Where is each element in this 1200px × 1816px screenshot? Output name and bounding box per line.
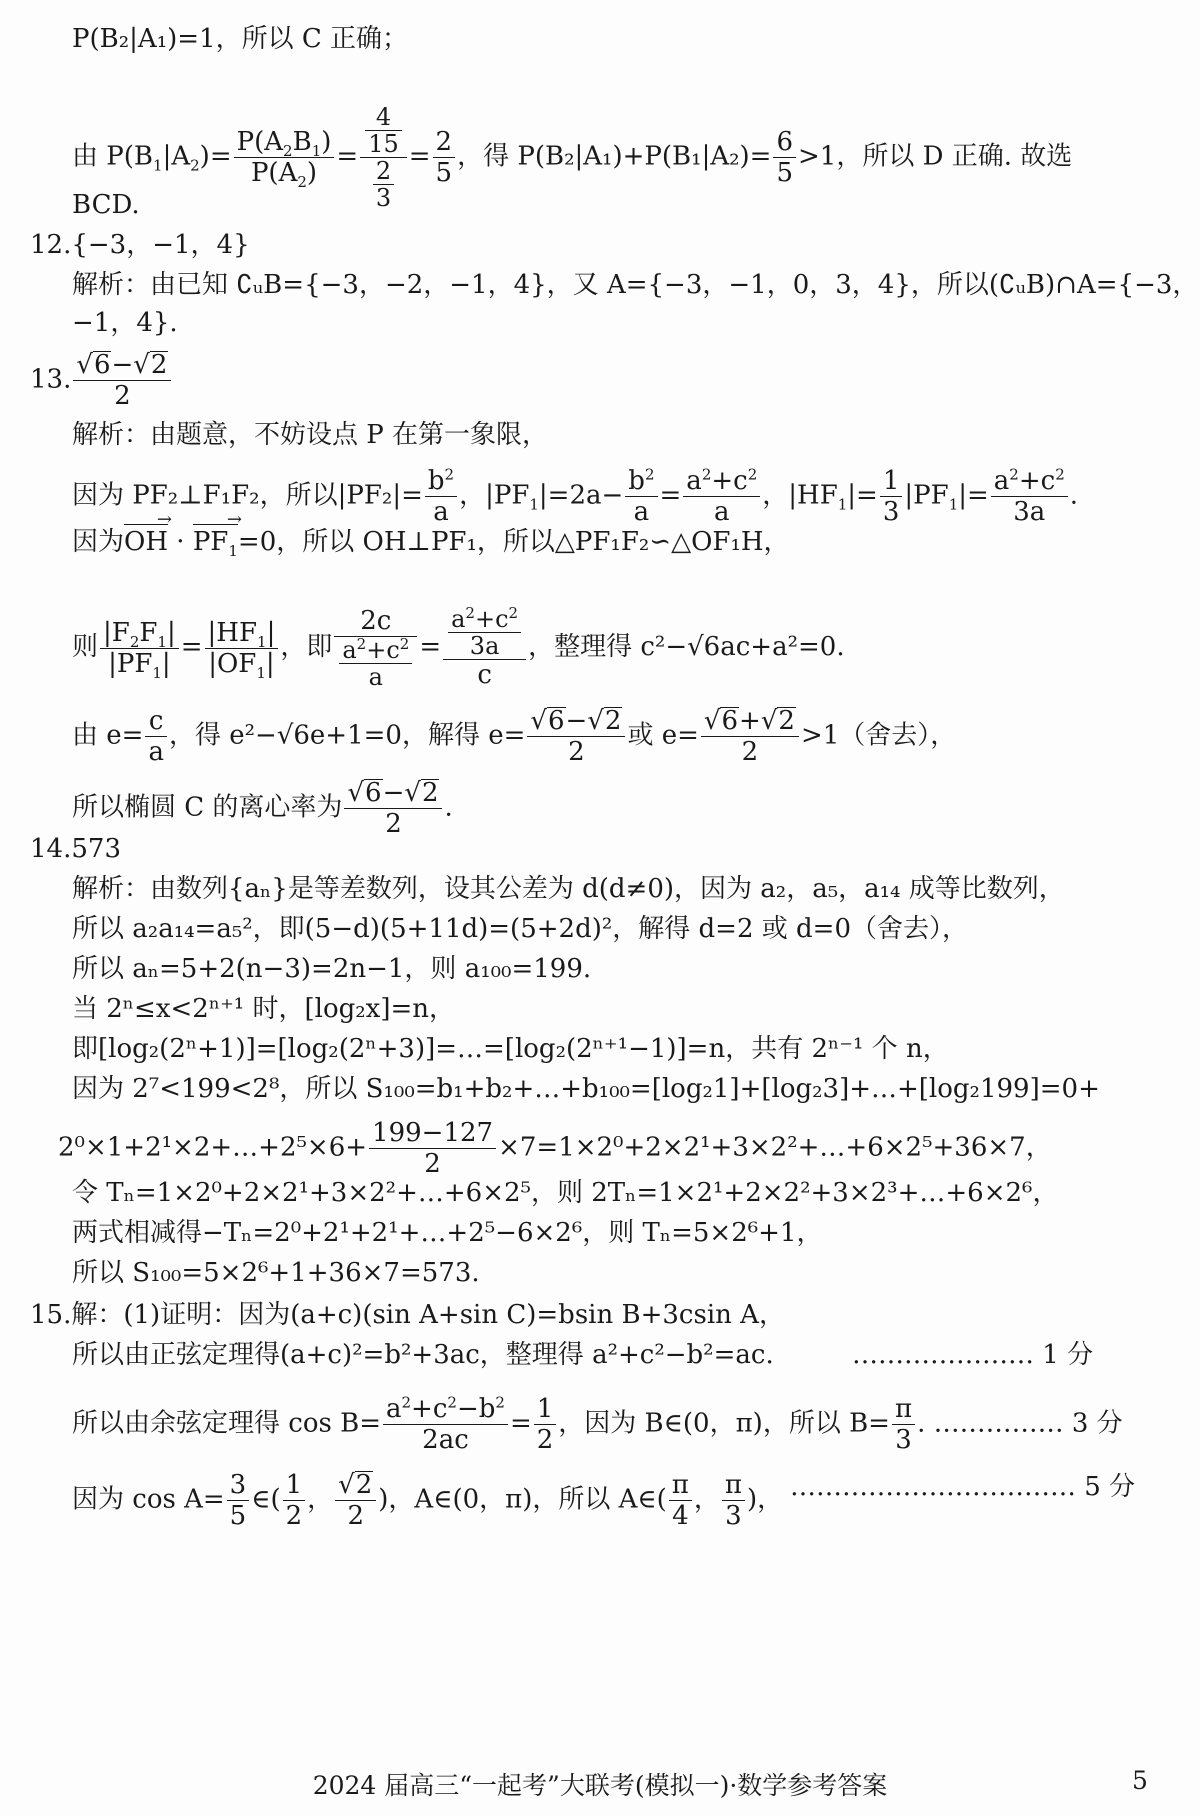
q14-line: 令 Tₙ=1×2⁰+2×2¹+3×2²+…+6×2⁵，则 2Tₙ=1×2¹+2×2²+3×2³+…+6×2⁶， bbox=[72, 1178, 1059, 1208]
q12-analysis: 解析：由已知 ∁ᵤB={−3，−2，−1，4}，又 A={−3，−1，0，3，4}，所以(∁ᵤB)∩A={−3， bbox=[72, 270, 1199, 300]
q14-line: 所以 a₂a₁₄=a₅²，即(5−d)(5+11d)=(5+2d)²，解得 d=2 或 d=0（舍去）， bbox=[72, 914, 969, 944]
q13-line5: 由 e= $\frac{c}{a}$ ，得 e²−√6e+1=0，解得 e= √ $\frac{6-√ 2}{2}$ 或 e= √ $\frac{6+√ 2}{2}$ >1（舍去）， bbox=[72, 706, 956, 767]
q12-analysis-cont: −1，4}. bbox=[72, 308, 178, 338]
q13-answer: 13. √ $\frac{6-√ 2}{2}$ bbox=[30, 350, 173, 411]
q12-answer: 12.{−3，−1，4} bbox=[30, 230, 250, 260]
fraction: $\frac{P(A_2B_1)}{P(A_2)}$ bbox=[234, 127, 335, 188]
q14-line: 当 2ⁿ≤x<2ⁿ⁺¹ 时，[log₂x]=n， bbox=[72, 994, 456, 1024]
q14-line7: 2⁰×1+2¹×2+…+2⁵×6+ $\frac{199-127}{2}$ ×7=1×2⁰+2×2¹+3×2²+…+6×2⁵+36×7， bbox=[58, 1118, 1052, 1179]
q14-line: 所以 aₙ=5+2(n−3)=2n−1，则 a₁₀₀=199. bbox=[72, 954, 592, 984]
score-mark: …………………………… 5 分 bbox=[790, 1472, 1136, 1502]
q14-answer: 14.573 bbox=[30, 834, 121, 864]
q13-analysis: 解析：由题意，不妨设点 P 在第一象限， bbox=[72, 420, 549, 450]
q13-line4: 则 $\frac{|F_2F_1|}{|PF_1|}$ = $\frac{|HF_1|}{|OF_1|}$ ，即 $\frac{2c}{\frac{a^2+c^2}{a}}$ = $\frac{\frac{a^2+c^2}{3a}}{c}$ ，整理得 c²−√6ac+a²=0. bbox=[72, 604, 845, 691]
q15-line4: 因为 cos A= $\frac{3}{5}$ ∈( $\frac{1}{2}$ ， √ $\frac{2}{2}$ )，A∈(0，π)，所以 A∈( $\frac{\pi}{4}$ ， $\frac{\pi}{3}$ )， bbox=[72, 1470, 783, 1531]
q13-line2: 因为 PF₂⊥F₁F₂，所以|PF₂|= $\frac{b^2}{a}$ ，$|PF_1|=2a-$ $\frac{b^2}{a}$ = $\frac{a^2+c^2}{a}$ ，$|HF_1|=$ $\frac{1}{3}$ $|PF_1|=$ $\frac{a^2+c^2}{3a}$ . bbox=[72, 465, 1079, 527]
q15-line3: 所以由余弦定理得 cos B= $\frac{a^2+c^2-b^2}{2ac}$ = $\frac{1}{2}$ ，因为 B∈(0，π)，所以 B= $\frac{\pi}{3}$ . …………… 3 分 bbox=[72, 1393, 1123, 1455]
q15-line1: 15.解：(1)证明：因为(a+c)(sin A+sin C)=bsin B+3csin A， bbox=[30, 1300, 785, 1330]
fraction: $\frac{6}{5}$ bbox=[773, 127, 796, 188]
fraction: $\frac{\frac{4}{15}}{\frac{2}{3}}$ bbox=[360, 104, 407, 211]
q11-answer-bcd: BCD. bbox=[72, 190, 140, 220]
footer-title: 2024 届高三“一起考”大联考(模拟一)·数学参考答案 bbox=[312, 1771, 888, 1800]
q14-line: 因为 2⁷<199<2⁸，所以 S₁₀₀=b₁+b₂+…+b₁₀₀=[log₂1]+[log₂3]+…+[log₂199]=0+ bbox=[72, 1074, 1100, 1104]
score-mark: ………………… 1 分 bbox=[852, 1340, 1094, 1370]
q15-line2: 所以由正弦定理得(a+c)²=b²+3ac，整理得 a²+c²−b²=ac. bbox=[72, 1340, 774, 1370]
fraction: √ $\frac{6-√ 2}{2}$ bbox=[73, 350, 171, 411]
q14-line: 解析：由数列{aₙ}是等差数列，设其公差为 d(d≠0)，因为 a₂，a₅，a₁₄ 成等比数列， bbox=[72, 874, 1065, 904]
q14-line: 两式相减得−Tₙ=2⁰+2¹+2¹+…+2⁵−6×2⁶，则 Tₙ=5×2⁶+1， bbox=[72, 1218, 823, 1248]
q13-line3: 因为OH → · $PF_1 \to=0$，所以 OH⊥PF₁，所以△PF₁F₂∽△OF₁H， bbox=[72, 524, 790, 559]
q11-line-c: P(B₂|A₁)=1，所以 C 正确； bbox=[72, 24, 409, 54]
page-number: 5 bbox=[1132, 1766, 1148, 1795]
fraction: $\frac{2}{5}$ bbox=[433, 127, 456, 188]
q11-line-d: 由 $P(B_1|A_2)=$ $\frac{P(A_2B_1)}{P(A_2)}$ = $\frac{\frac{4}{15}}{\frac{2}{3}}$ = $\frac{2}{5}$ ，得 P(B₂|A₁)+P(B₁|A₂)= $\frac{6}{5}$ >1，所以 D 正确. 故选 bbox=[72, 103, 1073, 212]
q14-line: 所以 S₁₀₀=5×2⁶+1+36×7=573. bbox=[72, 1258, 480, 1288]
q14-line: 即[log₂(2ⁿ+1)]=[log₂(2ⁿ+3)]=…=[log₂(2ⁿ⁺¹−1)]=n，共有 2ⁿ⁻¹ 个 n， bbox=[72, 1034, 949, 1064]
q13-line6: 所以椭圆 C 的离心率为 √ $\frac{6-√ 2}{2}$ . bbox=[72, 778, 453, 839]
